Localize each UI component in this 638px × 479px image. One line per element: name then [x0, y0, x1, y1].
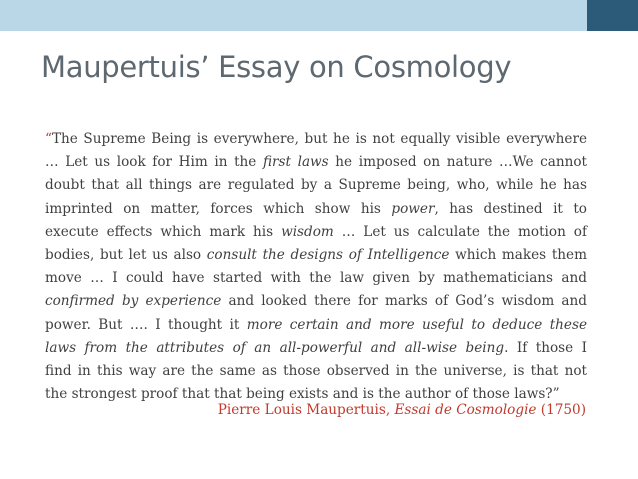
quote-text: find in this way are the same as those observed in the universe, is that not [45, 363, 587, 380]
quote-text: The Supreme Being is everywhere, but he is not equally visible everywhere [51, 131, 587, 147]
quote-emphasis: confirmed by experience [45, 293, 222, 310]
quote-text: doubt that all things are regulated by a Supreme being, who, while he has [45, 177, 587, 194]
citation-author: Pierre Louis Maupertuis, [217, 402, 395, 418]
quote-text: move … I could have started with the law given by mathematicians and [45, 270, 587, 287]
quote-text: bodies, but let us also [45, 247, 207, 264]
quote-emphasis: more certain and more useful to deduce these [246, 316, 587, 333]
quote-text: execute effects which mark his [45, 223, 282, 240]
open-quote-mark: “ [45, 131, 52, 147]
quote-text: imprinted on matter, forces which show his [45, 200, 392, 217]
quote-emphasis: consult the designs of Intelligence [206, 247, 450, 264]
quote-body [45, 128, 587, 406]
slide-title: Maupertuis’ Essay on Cosmology [41, 50, 512, 84]
quote-text: power. But …. I thought it [45, 316, 247, 333]
quote-text: he imposed on nature …We cannot [328, 154, 587, 171]
quote-emphasis: power [391, 200, 435, 217]
quote-line [45, 360, 587, 383]
quote-text: and looked there for marks of God’s wisdom and [221, 293, 587, 310]
citation-work: Essai de Cosmologie [394, 402, 537, 418]
quote-line [45, 267, 587, 290]
quote-line [45, 174, 587, 197]
close-quote-mark: ” [552, 386, 560, 403]
quote-line [45, 198, 587, 221]
quote-emphasis: wisdom [281, 223, 334, 240]
quote-emphasis: first laws [262, 154, 329, 171]
quote-text: , has destined it to [434, 200, 587, 217]
quote-line [45, 151, 587, 174]
quote-text: … Let us calculate the motion of [333, 223, 587, 240]
quote-text: the strongest proof that that being exists and is the author of those laws? [45, 386, 553, 403]
quote-line [45, 244, 587, 267]
quote-text: which makes them [449, 247, 587, 264]
header-accent-bar [0, 0, 587, 31]
citation [218, 402, 586, 418]
quote-line [45, 314, 587, 337]
citation-year: (1750) [536, 402, 586, 418]
header-accent-block [587, 0, 638, 31]
quote-line [45, 290, 587, 313]
quote-line [45, 128, 587, 151]
quote-emphasis: laws from the attributes of an all-powerful and all-wise being [45, 339, 505, 356]
quote-line [45, 337, 587, 360]
quote-line [45, 221, 587, 244]
quote-text: . If those I [504, 339, 587, 356]
quote-text: … Let us look for Him in the [45, 154, 263, 171]
